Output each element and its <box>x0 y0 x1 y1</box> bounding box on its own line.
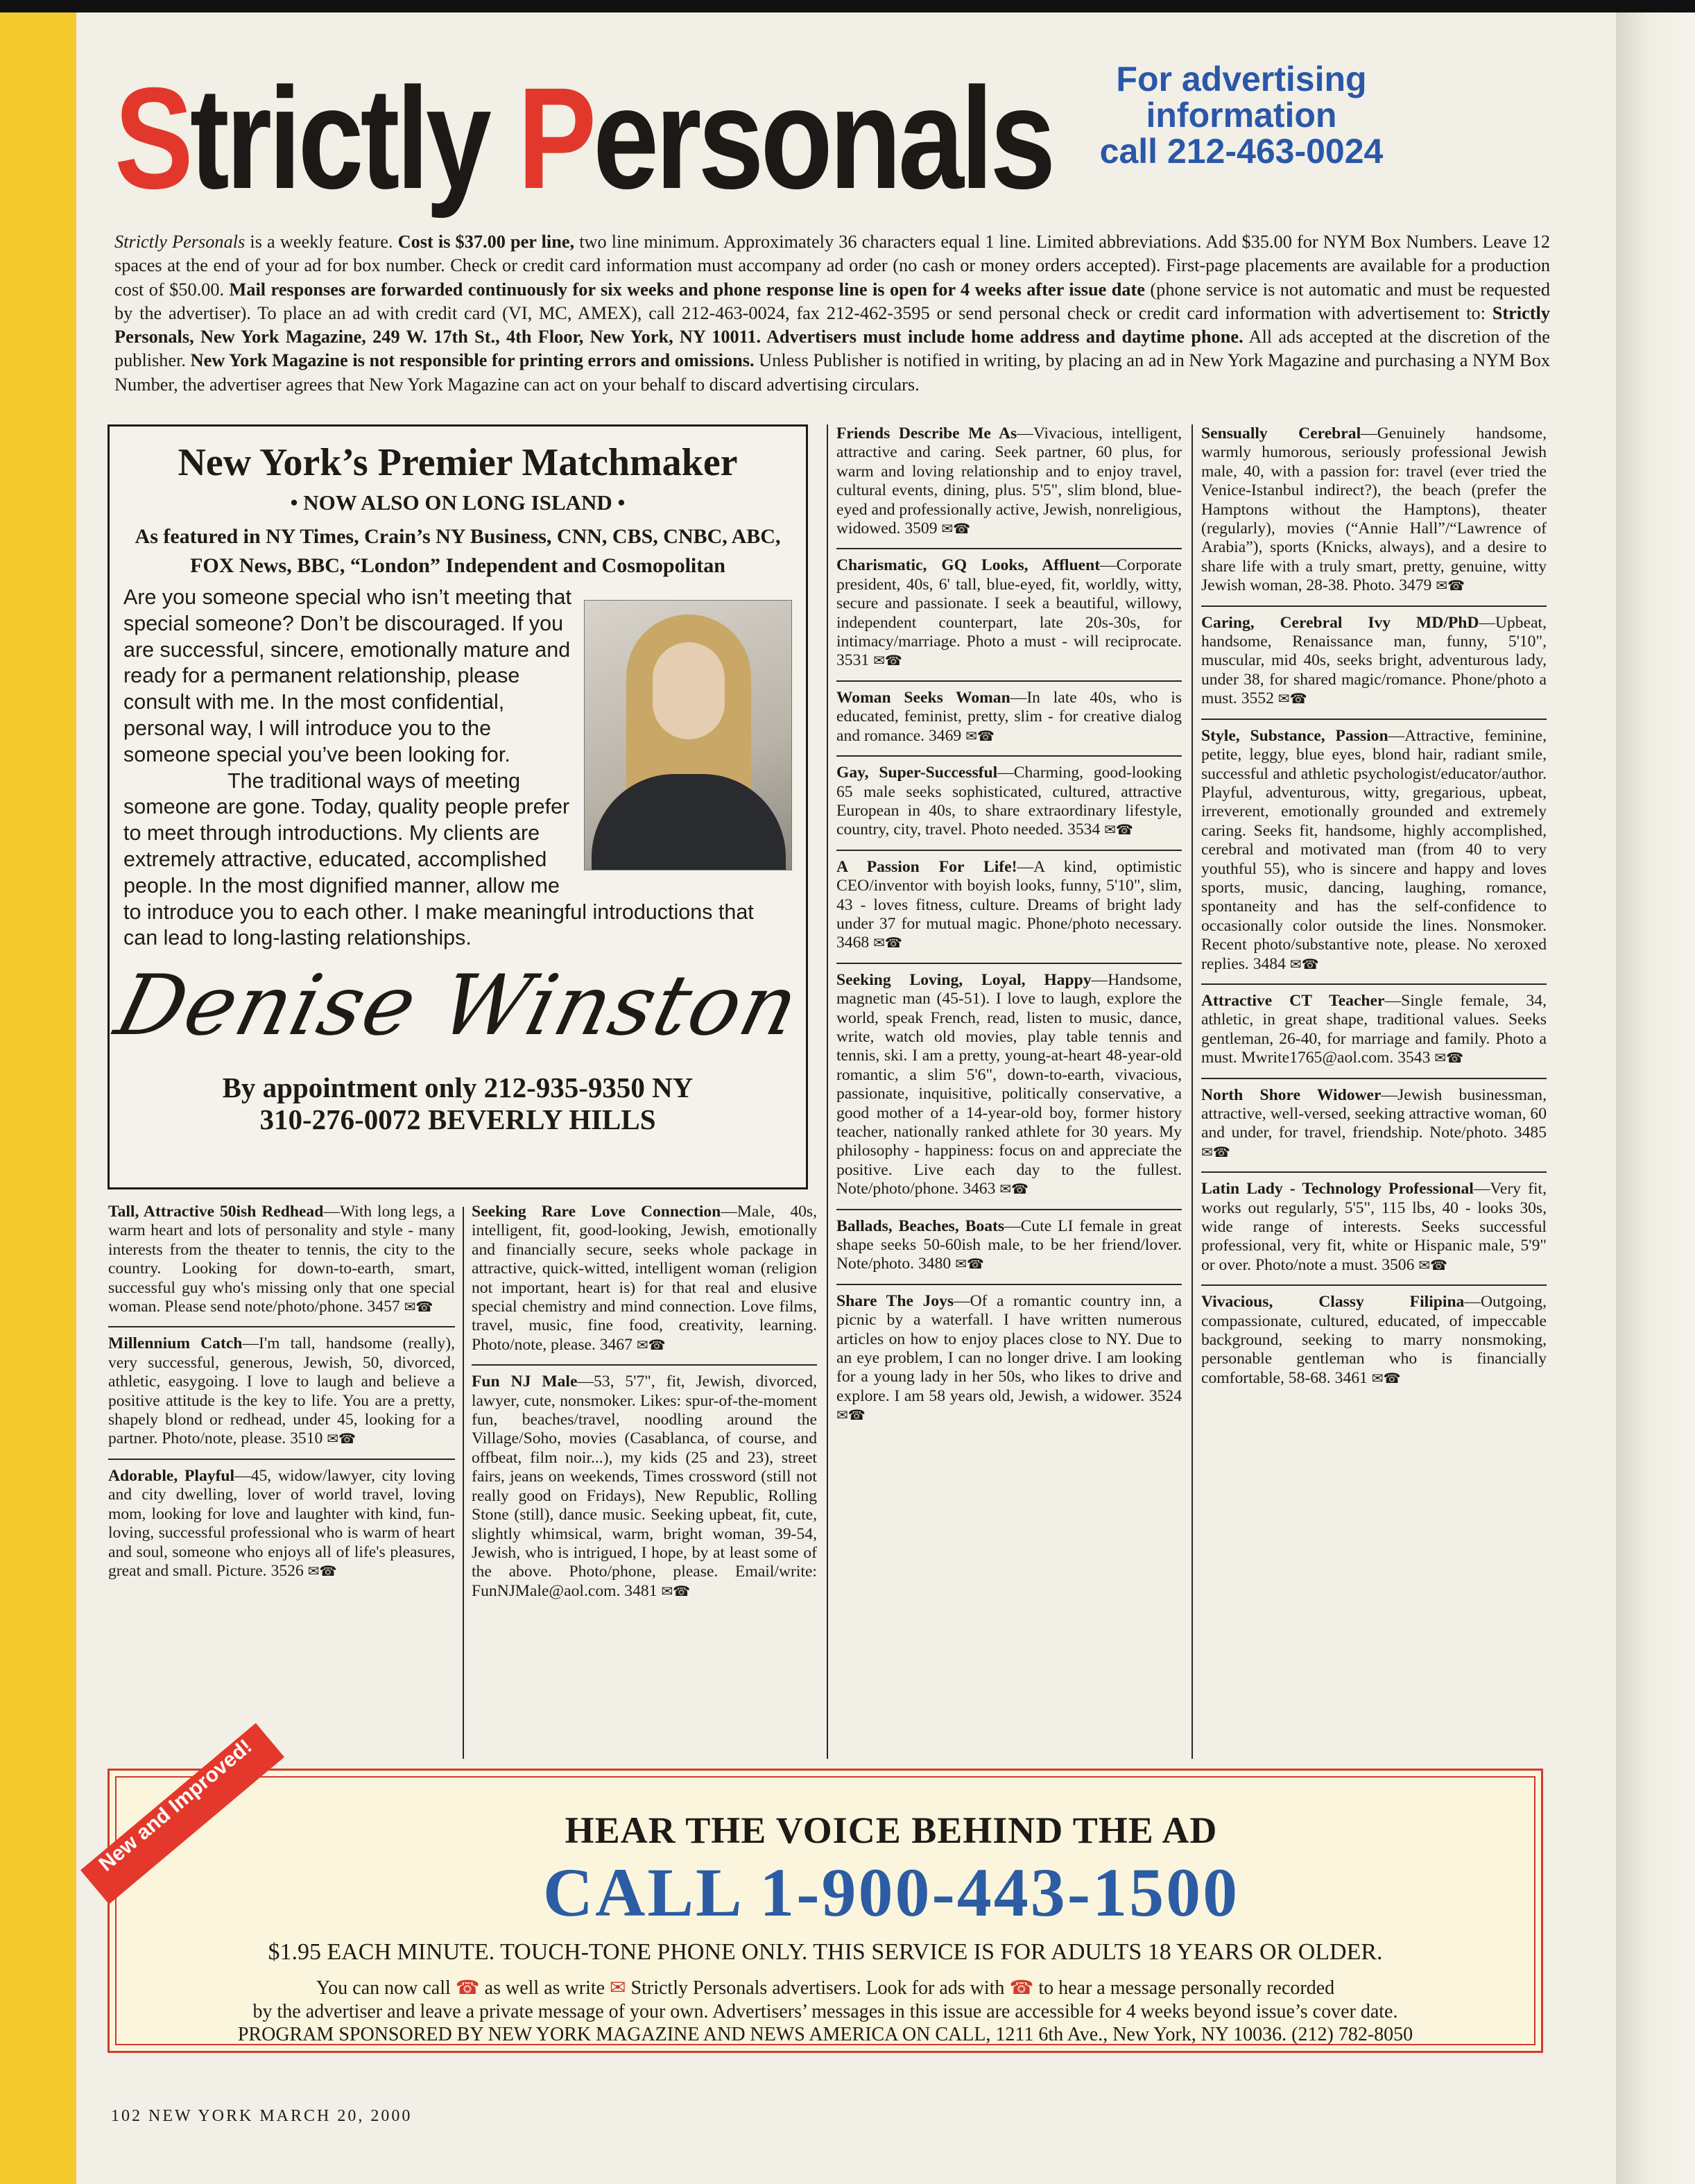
mail-icon: ✉ <box>965 727 977 744</box>
ad-divider <box>836 963 1182 964</box>
ad-headline: Charismatic, GQ Looks, Affluent <box>836 556 1101 575</box>
personal-ad <box>836 689 1182 750</box>
personal-ad <box>1201 1293 1547 1392</box>
ad-headline: Caring, Cerebral Ivy MD/PhD <box>1201 613 1479 632</box>
ad-box-number: 3461 <box>1334 1368 1368 1387</box>
ad-text: —Jewish businessman, attractive, well-versed, seeking attractive woman, 60 and under, for travel, friendship. Note/photo. <box>1201 1085 1547 1142</box>
ad-headline: Gay, Super-Successful <box>836 764 998 782</box>
ad-divider <box>1201 1078 1547 1079</box>
ad-headline: Ballads, Beaches, Boats <box>836 1216 1005 1235</box>
personal-ad <box>836 858 1182 957</box>
ad-divider <box>1201 983 1547 985</box>
ad-headline: Style, Substance, Passion <box>1201 726 1388 745</box>
mail-icon: ✉ <box>610 1976 626 1999</box>
phone-icon: ☎ <box>1115 821 1133 839</box>
personal-ad <box>1201 424 1547 600</box>
ad-box-number: 3480 <box>918 1255 952 1273</box>
matchmaker-featured: As featured in NY Times, Crain’s NY Business, CNN, CBS, CNBC, ABC, FOX News, BBC, “London” Independent and Cosmopolitan <box>135 525 781 577</box>
page-folio: 102 NEW YORK MARCH 20, 2000 <box>111 2107 413 2125</box>
ad-text: —Handsome, magnetic man (45-51). I love to laugh, explore the world, speak French, read, listen to music, dance, write, watch old movies, play table tennis and tennis, ski. I am a pretty, young-at-heart 48-year-old romantic, a slim 5'6", down-to-earth, vivacious, passionate, inquisitive, politically conservative, a good mother of a 14-year-old boy, former history teacher, nationally ranked athlete for 30 years. My philosophy - happiness: focus on and appreciate the positive. Live each day to the fullest. Note/photo/phone. <box>836 970 1182 1198</box>
matchmaker-appointment: By appointment only 212-935-9350 NY 310-276-0072 BEVERLY HILLS <box>222 1072 694 1135</box>
voice-ad-text: You can now call ☎ as well as write ✉ Strictly Personals advertisers. Look for ads with ☎ to hear a message personally recorded by the advertiser and leave a private message of your own. Advertisers’ messages in this issue are accessible for 4 weeks beyond issue’s cover date. <box>252 1976 1398 2022</box>
mail-icon: ✉ <box>1289 955 1302 972</box>
personal-ad <box>108 1334 455 1452</box>
personal-ad <box>108 1467 455 1585</box>
ad-headline: Fun NJ Male <box>472 1373 578 1391</box>
ad-headline: Adorable, Playful <box>108 1466 235 1485</box>
personal-ad <box>1201 1086 1547 1167</box>
ad-text: —Very fit, works out regularly, 5'5", 115 lbs, 40 - looks 30s, wide range of interests. Seeks successful professional, very fit, white or Hispanic male, 5'9" or over. Photo/note a must. <box>1201 1180 1547 1274</box>
new-improved-ribbon: New and Improved! <box>80 1723 284 1904</box>
phone-icon: ☎ <box>673 1582 691 1599</box>
personal-ad <box>836 556 1182 674</box>
ad-divider <box>1201 605 1547 607</box>
ad-text: —Upbeat, handsome, Renaissance man, funny, 5'10", muscular, mid 40s, seeks bright, adventurous lady, under 38, for shared magic/romance. Phone/photo a must. <box>1201 613 1547 708</box>
ad-text: —Cute LI female in great shape seeks 50-60ish male, to be her friend/lover. Note/photo. <box>836 1216 1182 1273</box>
phone-icon: ☎ <box>1009 1976 1034 1999</box>
ad-divider <box>836 755 1182 757</box>
ad-text: —Attractive, feminine, petite, leggy, blue eyes, blond hair, radiant smile, successful and athletic psychologist/educator/author. Playful, adventurous, witty, gregarious, upbeat, irreverent, emotionally grounded and extremely caring. Seeks fit, handsome, highly accomplished, cerebral and motivated man (from 40 to very youthful 55), who is sincere and happy and loves sports, music, dancing, laughing, romance, spontaneity and has the self-confidence to occasionally color outside the lines. Nonsmoker. Recent photo/substantive note, please. No xeroxed replies. <box>1201 726 1547 973</box>
matchmaker-body-1: Are you someone special who isn’t meeting that special someone? Don’t be discouraged. If you are successful, sincere, emotionally mature and ready for a permanent relationship, please consult with me. In the most confidential, personal way, I will introduce you to the someone special you’ve been looking for. <box>123 585 571 766</box>
ad-text: —Male, 40s, intelligent, fit, good-looking, Jewish, emotionally and financially secure, seeks whole package in attractive, quick-witted, intelligent woman (religion not important, heart is) for that real and elusive special chemistry and mind connection. Love films, travel, music, fine food, creativity, learning. Photo/note, please. <box>472 1203 817 1354</box>
ad-text: —45, widow/lawyer, city loving and city dwelling, lover of world travel, loving mom, looking for love and laughter with kind, fun-loving, successful professional who is warm of heart and soul, someone who enjoys all of life's pleasures, great and small. Picture. <box>108 1466 455 1580</box>
personal-ad <box>836 1217 1182 1278</box>
ad-divider <box>1201 1284 1547 1286</box>
mail-icon: ✉ <box>1436 577 1447 594</box>
phone-icon: ☎ <box>455 1976 480 1999</box>
phone-icon: ☎ <box>415 1298 433 1316</box>
mail-icon: ✉ <box>661 1582 673 1599</box>
phone-icon: ☎ <box>953 520 971 538</box>
mail-icon: ✉ <box>941 520 954 538</box>
mail-icon: ✉ <box>307 1562 320 1579</box>
ad-text: —Genuinely handsome, warmly humorous, seriously professional Jewish male, 40, with a passion for: travel (ever tried the Venice-Istanbul indirect?), the beach (prefer the Hamptons without the Hamptons), theater (regularly), movies (“Annie Hall”/“Lawrence of Arabia”), sports (Knicks, always), and a desire to share life with a truly smart, pretty, genuine, witty Jewish woman, 28-38. Photo. <box>1201 424 1547 595</box>
magazine-spine <box>0 12 76 2184</box>
phone-icon: ☎ <box>1447 577 1465 594</box>
ad-headline: Seeking Loving, Loyal, Happy <box>836 970 1092 989</box>
ad-text: —In late 40s, who is educated, feminist, pretty, slim - for creative dialog and romance. <box>836 688 1182 745</box>
magazine-page <box>94 28 1554 2164</box>
personal-ad <box>836 1292 1182 1429</box>
mail-icon: ✉ <box>999 1180 1012 1198</box>
mail-icon: ✉ <box>955 1255 967 1273</box>
voice-ad-headline: HEAR THE VOICE BEHIND THE AD <box>565 1809 1218 1851</box>
ad-headline: Seeking Rare Love Connection <box>472 1203 721 1221</box>
column-rule <box>1191 424 1193 1759</box>
personals-column-3 <box>836 424 1182 1429</box>
ad-text: —With long legs, a warm heart and lots of personality and style - many interests from the theater to tennis, the city to the country. Looking for down-to-earth, smart, successful guy who's missing only that one special woman. Please send note/photo/phone. <box>108 1203 456 1316</box>
matchmaker-body <box>123 585 792 952</box>
ad-headline: Millennium Catch <box>108 1334 243 1353</box>
ad-divider <box>836 1284 1182 1285</box>
mail-icon: ✉ <box>873 652 885 669</box>
ad-headline: A Passion For Life! <box>836 857 1017 876</box>
ad-headline: Friends Describe Me As <box>836 424 1017 442</box>
mail-icon: ✉ <box>327 1430 338 1447</box>
phone-icon: ☎ <box>884 934 902 952</box>
mail-icon: ✉ <box>1434 1049 1447 1067</box>
personal-ad <box>1201 992 1547 1072</box>
ad-headline: Tall, Attractive 50ish Redhead <box>108 1203 324 1221</box>
phone-icon: ☎ <box>1446 1049 1463 1067</box>
top-edge <box>0 0 1695 12</box>
ad-divider <box>1201 719 1547 720</box>
ad-box-number: 3481 <box>624 1581 657 1600</box>
ad-text: —A kind, optimistic CEO/inventor with boyish looks, funny, 5'10", slim, 43 - loves fitness, culture. Dreams of bright lady under 37 for mutual magic. Phone/photo necessary. <box>836 857 1182 933</box>
ad-box-number: 3467 <box>599 1335 633 1354</box>
ad-divider <box>836 850 1182 851</box>
ad-text: —Outgoing, compassionate, cultured, educated, of impeccable background, seeking to marry nonsmoking, personable gentleman who is financially comfortable, 58-68. <box>1201 1293 1547 1387</box>
ad-headline: Latin Lady - Technology Professional <box>1201 1180 1474 1198</box>
personal-ad <box>108 1203 455 1321</box>
personal-ad <box>472 1373 817 1605</box>
column-rule <box>827 424 828 1759</box>
advertising-line-1: For advertising <box>1116 60 1367 98</box>
phone-icon: ☎ <box>338 1430 356 1447</box>
ad-box-number: 3526 <box>270 1561 304 1580</box>
ad-headline: Woman Seeks Woman <box>836 688 1010 707</box>
phone-icon: ☎ <box>976 727 995 744</box>
mail-icon: ✉ <box>836 1407 848 1424</box>
ad-box-number: 3552 <box>1241 689 1274 708</box>
advertising-line-2: information <box>1146 96 1337 135</box>
ad-divider <box>1201 1171 1547 1173</box>
ad-box-number: 3524 <box>1148 1386 1182 1405</box>
phone-icon: ☎ <box>1430 1256 1447 1273</box>
personal-ad <box>472 1203 817 1359</box>
personal-ad <box>1201 727 1547 978</box>
ad-box-number: 3479 <box>1399 576 1432 595</box>
personals-column-4 <box>1201 424 1547 1392</box>
personals-column-2 <box>472 1203 817 1605</box>
phone-icon: ☎ <box>1301 955 1319 972</box>
ad-box-number: 3468 <box>836 934 870 952</box>
ad-text: —Corporate president, 40s, 6' tall, blue-eyed, fit, worldly, witty, secure and passionate. I seek a beautiful, willowy, independent counterpart, late 20s-30s, for intimacy/marriage. Photo a must - will reciprocate. <box>836 556 1182 651</box>
ad-headline: North Shore Widower <box>1201 1085 1382 1104</box>
matchmaker-subtitle: • NOW ALSO ON LONG ISLAND • <box>290 490 626 515</box>
phone-icon: ☎ <box>1011 1180 1029 1198</box>
ad-divider <box>108 1326 455 1327</box>
mail-icon: ✉ <box>1418 1256 1431 1273</box>
personal-ad <box>1201 1180 1547 1279</box>
phone-icon: ☎ <box>1383 1369 1401 1386</box>
mail-icon: ✉ <box>1371 1369 1384 1386</box>
ad-divider <box>836 548 1182 549</box>
ad-box-number: 3510 <box>290 1429 323 1448</box>
personals-column-1 <box>108 1203 455 1585</box>
ad-box-number: 3485 <box>1513 1124 1547 1142</box>
personal-ad <box>836 764 1182 844</box>
mail-icon: ✉ <box>873 934 885 952</box>
ad-divider <box>472 1364 817 1366</box>
ad-divider <box>108 1459 455 1460</box>
phone-icon: ☎ <box>1212 1143 1230 1160</box>
ad-box-number: 3457 <box>367 1298 400 1316</box>
matchmaker-photo <box>584 600 792 870</box>
advertising-phone: call 212-463-0024 <box>1099 132 1384 171</box>
phone-icon: ☎ <box>966 1255 984 1273</box>
mail-icon: ✉ <box>1201 1143 1213 1160</box>
personal-ad <box>836 971 1182 1203</box>
ad-text: —53, 5'7", fit, Jewish, divorced, lawyer, cute, nonsmoker. Likes: spur-of-the-moment fun, beaches/travel, noodling around the Village/Soho, movies (Casablanca, of course, and offbeat, film noir...), my kids (25 and 23), street fairs, jeans on weekends, Times crossword (still not really good on Fridays), New Republic, Rolling Stone (still), dance music. Seeking upbeat, fit, cute, slightly whimsical, warm, bright woman, 39-54, Jewish, who is intrigued, I hope, by at least some of the above. Photo/phone, please. Email/write: FunNJMale@aol.com. <box>472 1373 817 1600</box>
ad-box-number: 3509 <box>904 519 938 538</box>
ad-text: —Single female, 34, athletic, in great shape, traditional values. Seeks gentleman, 26-40, for marriage and family. Photo a must. Mwrite1765@aol.com. <box>1201 991 1547 1067</box>
matchmaker-signature: Denise Winston <box>106 958 809 1054</box>
ad-headline: Sensually Cerebral <box>1201 424 1361 442</box>
phone-icon: ☎ <box>884 652 902 669</box>
phone-icon: ☎ <box>319 1562 337 1579</box>
ad-text: —Vivacious, intelligent, attractive and caring. Seek partner, 60 plus, for warm and loving relationship and to enjoy travel, cultural events, dining, plus. 5'5", slim blond, blue-eyed and professionally active, Jewish, nonreligious, widowed. <box>836 424 1182 538</box>
advertising-info <box>1047 61 1436 169</box>
ad-box-number: 3469 <box>929 726 962 745</box>
phone-icon: ☎ <box>648 1336 666 1353</box>
ad-headline: Share The Joys <box>836 1291 954 1310</box>
mail-icon: ✉ <box>1104 821 1116 839</box>
voice-ad-phone: CALL 1-900-443-1500 <box>542 1854 1240 1931</box>
ad-box-number: 3543 <box>1397 1049 1431 1067</box>
ad-headline: Vivacious, Classy Filipina <box>1201 1293 1465 1312</box>
intro-paragraph: Strictly Personals is a weekly feature. Cost is $37.00 per line, two line minimum. Approximately 36 characters equal 1 line. Limited abbreviations. Add $35.00 for NYM Box Numbers. Leave 12 spaces at the end of your ad for box number. Check or credit card information must accompany ad order (no cash or money orders accepted). First-page placements are available for a production cost of $50.00. Mail responses are forwarded continuously for six weeks and phone response line is open for 4 weeks after issue date (phone service is not automatic and must be requested by the advertiser). To place an ad with credit card (VI, MC, AMEX), call 212-463-0024, fax 212-462-3595 or send personal check or credit card information with advertisement to: Strictly Personals, New York Magazine, 249 W. 17th St., 4th Floor, New York, NY 10011. Advertisers must include home address and daytime phone. All ads accepted at the discretion of the publisher. New York Magazine is not responsible for printing errors and omissions. Unless Publisher is notified in writing, by placing an ad in New York Magazine and purchasing a NYM Box Number, the advertiser agrees that New York Magazine can act on your behalf to discard advertising circulars. <box>114 232 1550 395</box>
ad-divider <box>836 680 1182 682</box>
ad-box-number: 3534 <box>1067 820 1101 839</box>
ad-box-number: 3463 <box>963 1180 996 1198</box>
voice-ad-sponsor: PROGRAM SPONSORED BY NEW YORK MAGAZINE AND NEWS AMERICA ON CALL, 1211 6th Ave., New York, NY 10036. (212) 782-8050 <box>237 2024 1413 2045</box>
mail-icon: ✉ <box>636 1336 648 1353</box>
next-page-edge <box>1616 12 1695 2184</box>
matchmaker-ad <box>107 424 808 1189</box>
mail-icon: ✉ <box>404 1298 416 1316</box>
ad-headline: Attractive CT Teacher <box>1201 991 1385 1010</box>
matchmaker-title: New York’s Premier Matchmaker <box>178 441 738 484</box>
ad-box-number: 3484 <box>1253 954 1286 973</box>
matchmaker-body-2: The traditional ways of meeting someone are gone. Today, quality people prefer to meet through introductions. My clients are extremely attractive, educated, accomplished people. In the most dignified manner, allow me to introduce you to each other. I make meaningful introductions that can lead to long-lasting relationships. <box>123 768 754 950</box>
phone-icon: ☎ <box>1289 690 1307 707</box>
ad-divider <box>836 1209 1182 1210</box>
voice-ad-box <box>94 1735 1543 2053</box>
ad-text: —Of a romantic country inn, a picnic by a waterfall. I have written numerous articles on how to enjoy places close to NY. Due to an eye problem, I can no longer drive. I am looking for a young lady in her 50s, who likes to drive and explore. I am 58 years old, Jewish, a widower. <box>836 1291 1182 1405</box>
personal-ad <box>836 424 1182 542</box>
voice-ad-cost: $1.95 EACH MINUTE. TOUCH-TONE PHONE ONLY. THIS SERVICE IS FOR ADULTS 18 YEARS OR OLDER. <box>268 1939 1383 1965</box>
personal-ad <box>1201 614 1547 713</box>
ad-text: —Charming, good-looking 65 male seeks sophisticated, cultured, attractive European in 40s, to share extraordinary lifestyle, country, city, travel. Photo needed. <box>836 764 1182 839</box>
column-rule <box>463 1207 464 1759</box>
ad-box-number: 3506 <box>1382 1255 1415 1274</box>
mail-icon: ✉ <box>1277 690 1290 707</box>
ad-box-number: 3531 <box>836 651 870 670</box>
section-title: Strictly Personals <box>114 58 1053 219</box>
ad-text: —I'm tall, handsome (really), very successful, generous, Jewish, 50, divorced, athletic, easygoing. I love to laugh and believe a positive attitude is the key to life. You are a pretty, shapely blond or redhead, under 45, looking for a partner. Photo/note, please. <box>108 1334 455 1448</box>
phone-icon: ☎ <box>848 1407 866 1424</box>
